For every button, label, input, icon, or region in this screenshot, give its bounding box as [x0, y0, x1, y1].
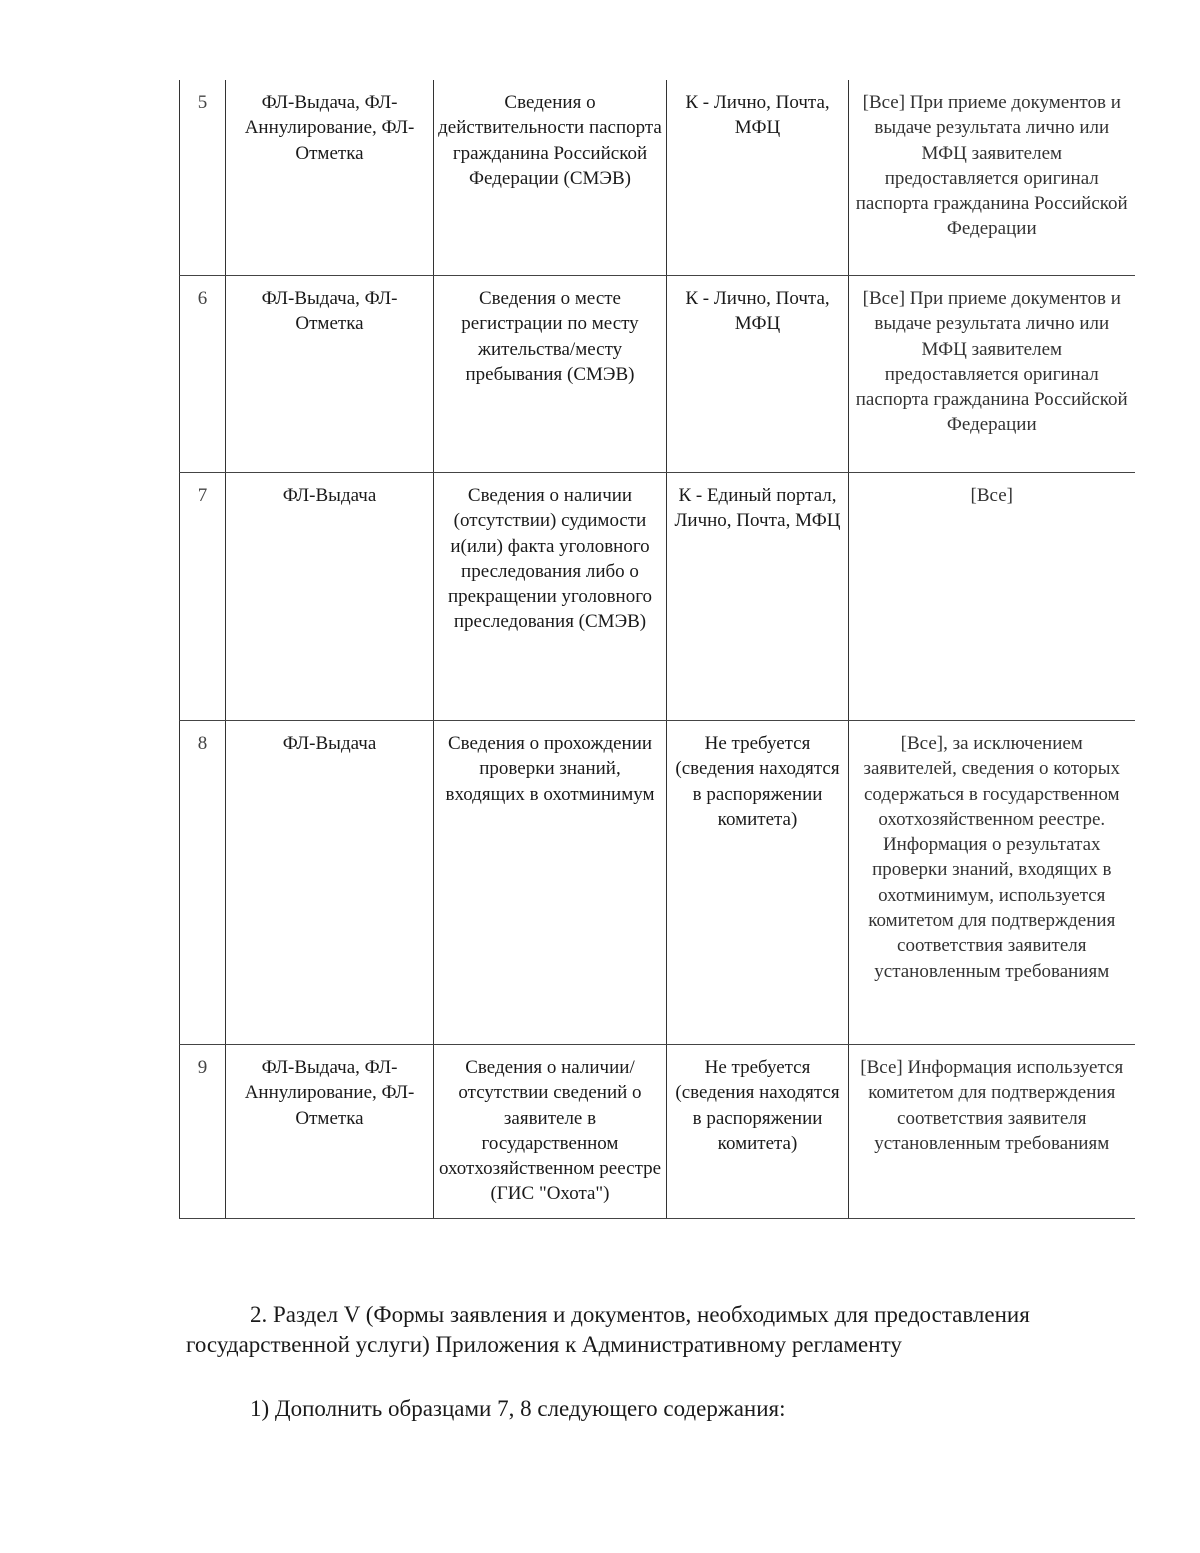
condition-text: [Все], за исключением заявителей, сведения о которых содержаться в государственном охотхозяйственном реестре. Информация о результатах проверки знаний, входящих в охотминимум, используется комитетом для подтверждения соответствия заявителя установленным требованиям: [849, 721, 1135, 1045]
row-number: 6: [180, 276, 226, 473]
table-row: [180, 721, 1135, 1045]
table-row: [180, 473, 1135, 721]
row-number: 8: [180, 721, 226, 1045]
applicant-type: ФЛ-Выдача, ФЛ-Аннулирование, ФЛ-Отметка: [226, 80, 434, 276]
row-number: 9: [180, 1045, 226, 1219]
information-description: Сведения о наличии (отсутствии) судимости и(или) факта уголовного преследования либо о прекращении уголовного преследования (СМЭВ): [434, 473, 667, 721]
item-1-paragraph: 1) Дополнить образцами 7, 8 следующего содержания:: [250, 1396, 786, 1421]
condition-text: [Все] При приеме документов и выдаче результата лично или МФЦ заявителем предоставляется оригинал паспорта гражданина Российской Федерации: [849, 80, 1135, 276]
applicant-type: ФЛ-Выдача, ФЛ-Аннулирование, ФЛ-Отметка: [226, 1045, 434, 1219]
request-method: К - Лично, Почта, МФЦ: [667, 80, 849, 276]
request-method: К - Лично, Почта, МФЦ: [667, 276, 849, 473]
information-description: Сведения о наличии/отсутствии сведений о заявителе в государственном охотхозяйственном реестре (ГИС "Охота"): [434, 1045, 667, 1219]
condition-text: [Все] При приеме документов и выдаче результата лично или МФЦ заявителем предоставляется оригинал паспорта гражданина Российской Федерации: [849, 276, 1135, 473]
row-number: 7: [180, 473, 226, 721]
applicant-type: ФЛ-Выдача, ФЛ-Отметка: [226, 276, 434, 473]
information-description: Сведения о месте регистрации по месту жительства/месту пребывания (СМЭВ): [434, 276, 667, 473]
request-method: Не требуется (сведения находятся в распоряжении комитета): [667, 721, 849, 1045]
condition-text: [Все]: [849, 473, 1135, 721]
table-row: [180, 276, 1135, 473]
applicant-type: ФЛ-Выдача: [226, 473, 434, 721]
condition-text: [Все] Информация используется комитетом для подтверждения соответствия заявителя установленным требованиям: [849, 1045, 1135, 1219]
documents-table: [179, 80, 1135, 1219]
information-description: Сведения о действительности паспорта гражданина Российской Федерации (СМЭВ): [434, 80, 667, 276]
information-description: Сведения о прохождении проверки знаний, входящих в охотминимум: [434, 721, 667, 1045]
section-2-paragraph: 2. Раздел V (Формы заявления и документов, необходимых для предоставления государственной услуги) Приложения к Административному регламенту: [186, 1302, 1030, 1357]
row-number: 5: [180, 80, 226, 276]
request-method: Не требуется (сведения находятся в распоряжении комитета): [667, 1045, 849, 1219]
table-row: [180, 1045, 1135, 1219]
applicant-type: ФЛ-Выдача: [226, 721, 434, 1045]
request-method: К - Единый портал, Лично, Почта, МФЦ: [667, 473, 849, 721]
table-row: [180, 80, 1135, 276]
